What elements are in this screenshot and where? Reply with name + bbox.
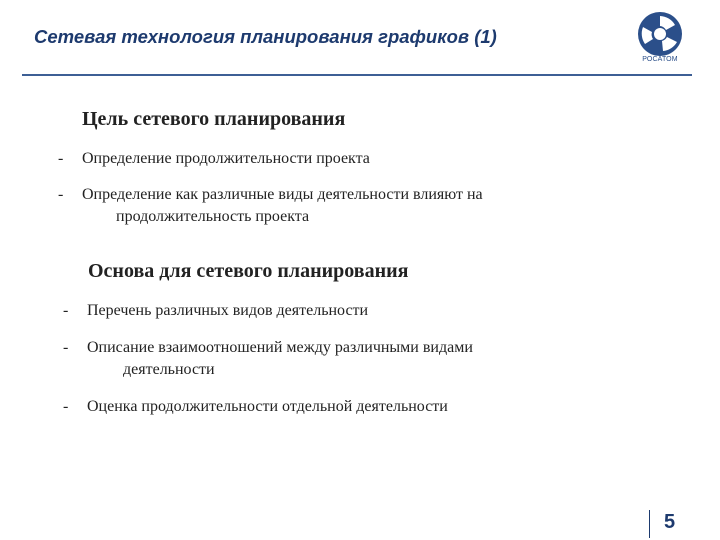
bullet-dash: - xyxy=(58,150,64,167)
bullet-dash: - xyxy=(58,186,64,203)
bullet-dash: - xyxy=(63,398,69,415)
page-number: 5 xyxy=(664,511,676,533)
title-divider xyxy=(22,74,692,76)
list-item-text: Описание взаимоотношений между различными видами xyxy=(87,339,473,356)
section-heading-goal: Цель сетевого планирования xyxy=(82,108,346,130)
logo-caption: РОСАТОМ xyxy=(642,56,678,63)
slide-title: Сетевая технология планирования графиков (1) xyxy=(34,26,497,47)
bullet-dash: - xyxy=(63,302,69,319)
list-item-text: Определение как различные виды деятельности влияют на xyxy=(82,186,483,203)
list-item-text: Перечень различных видов деятельности xyxy=(87,302,369,319)
bullet-dash: - xyxy=(63,339,69,356)
section-heading-basis: Основа для сетевого планирования xyxy=(88,260,409,282)
list-item-text-continued: деятельности xyxy=(123,361,215,378)
list-item-text: Оценка продолжительности отдельной деятельности xyxy=(87,398,448,415)
page-number-divider xyxy=(649,510,650,538)
list-item-text: Определение продолжительности проекта xyxy=(82,150,370,167)
list-item-text-continued: продолжительность проекта xyxy=(116,208,310,225)
